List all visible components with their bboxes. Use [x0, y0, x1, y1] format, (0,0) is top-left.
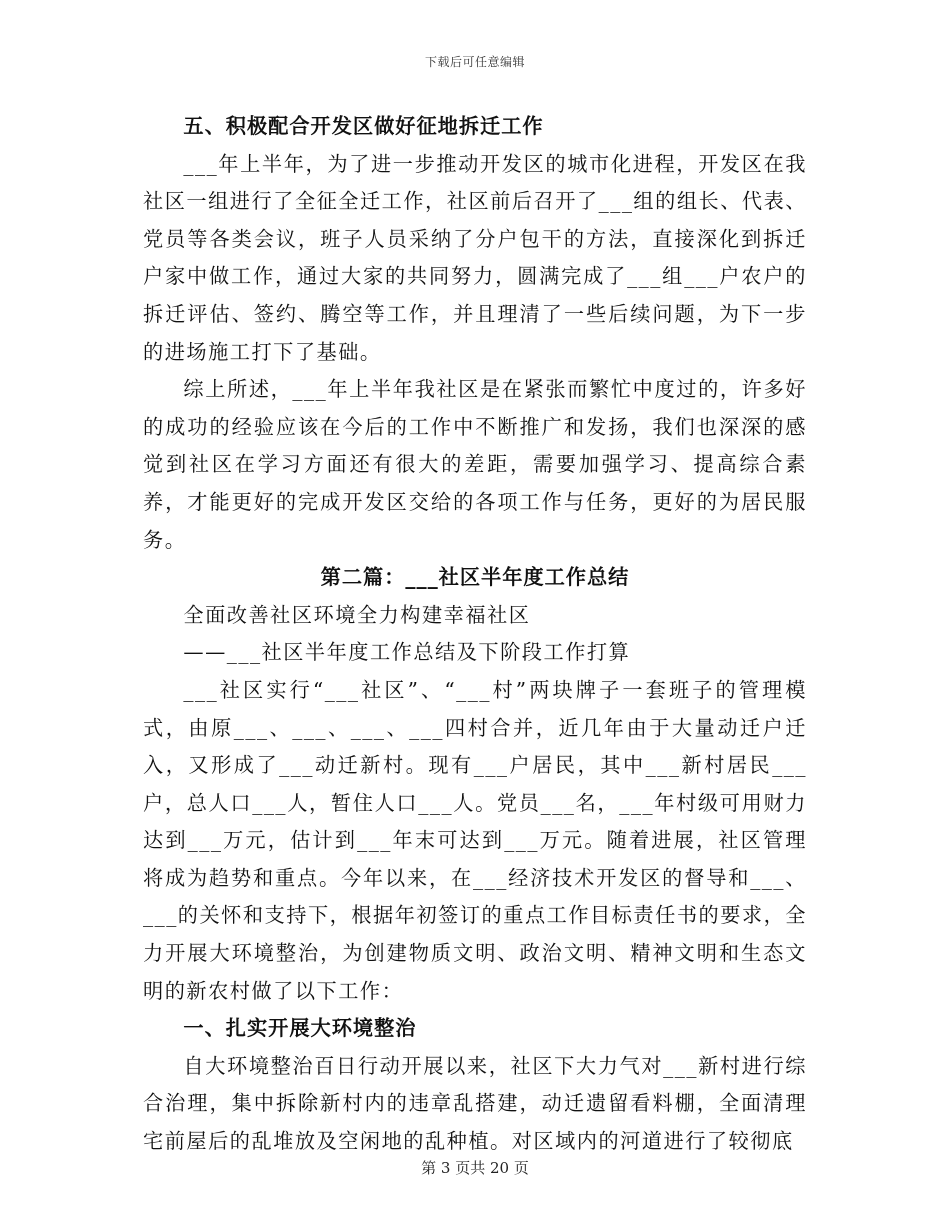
document-body	[143, 108, 807, 1161]
paragraph-demolition: ___年上半年，为了进一步推动开发区的城市化进程，开发区在我社区一组进行了全征全迁工作，社区前后召开了___组的组长、代表、党员等各类会议，班子人员采纳了分户包干的方法，直接深化到拆迁户家中做工作，通过大家的共同努力，圆满完成了___组___户农户的拆迁评估、签约、腾空等工作，并且理清了一些后续问题，为下一步的进场施工打下了基础。	[143, 151, 807, 364]
part2-title: 第二篇：___社区半年度工作总结	[320, 565, 630, 590]
paragraph-community-overview: ___社区实行“___社区”、“___村”两块牌子一套班子的管理模式，由原___、___、___、___四村合并，近几年由于大量动迁户迁入，又形成了___动迁新村。现有___户居民，其中___新村居民___户，总人口___人，暂住人口___人。党员___名，___年村级可用财力达到___万元，估计到___年末可达到___万元。随着进展，社区管理将成为趋势和重点。今年以来，在___经济技术开发区的督导和___、___的关怀和支持下，根据年初签订的重点工作目标责任书的要求，全力开展大环境整治，为创建物质文明、政治文明、精神文明和生态文明的新农村做了以下工作：	[143, 677, 807, 1003]
page-number: 第 3 页共 20 页	[421, 1159, 529, 1177]
paragraph-environment: 自大环境整治百日行动开展以来，社区下大力气对___新村进行综合治理，集中拆除新村内的违章乱搭建，动迁遗留看料棚，全面清理宅前屋后的乱堆放及空闲地的乱种植。对区域内的河道进行了较彻底	[143, 1053, 807, 1154]
paragraph-summary: 综上所述，___年上半年我社区是在紧张而繁忙中度过的，许多好的成功的经验应该在今后的工作中不断推广和发扬，我们也深深的感觉到社区在学习方面还有很大的差距，需要加强学习、提高综合素养，才能更好的完成开发区交给的各项工作与任务，更好的为居民服务。	[143, 377, 807, 552]
page-header-note: 下载后可任意编辑	[424, 55, 525, 69]
section-heading-1: 一、扎实开展大环境整治	[183, 1016, 417, 1041]
part2-subtitle-main: 全面改善社区环境全力构建幸福社区	[183, 602, 531, 627]
part2-subtitle-sub: ——___社区半年度工作总结及下阶段工作打算	[183, 640, 631, 665]
section-heading-5: 五、积极配合开发区做好征地拆迁工作	[183, 114, 544, 138]
